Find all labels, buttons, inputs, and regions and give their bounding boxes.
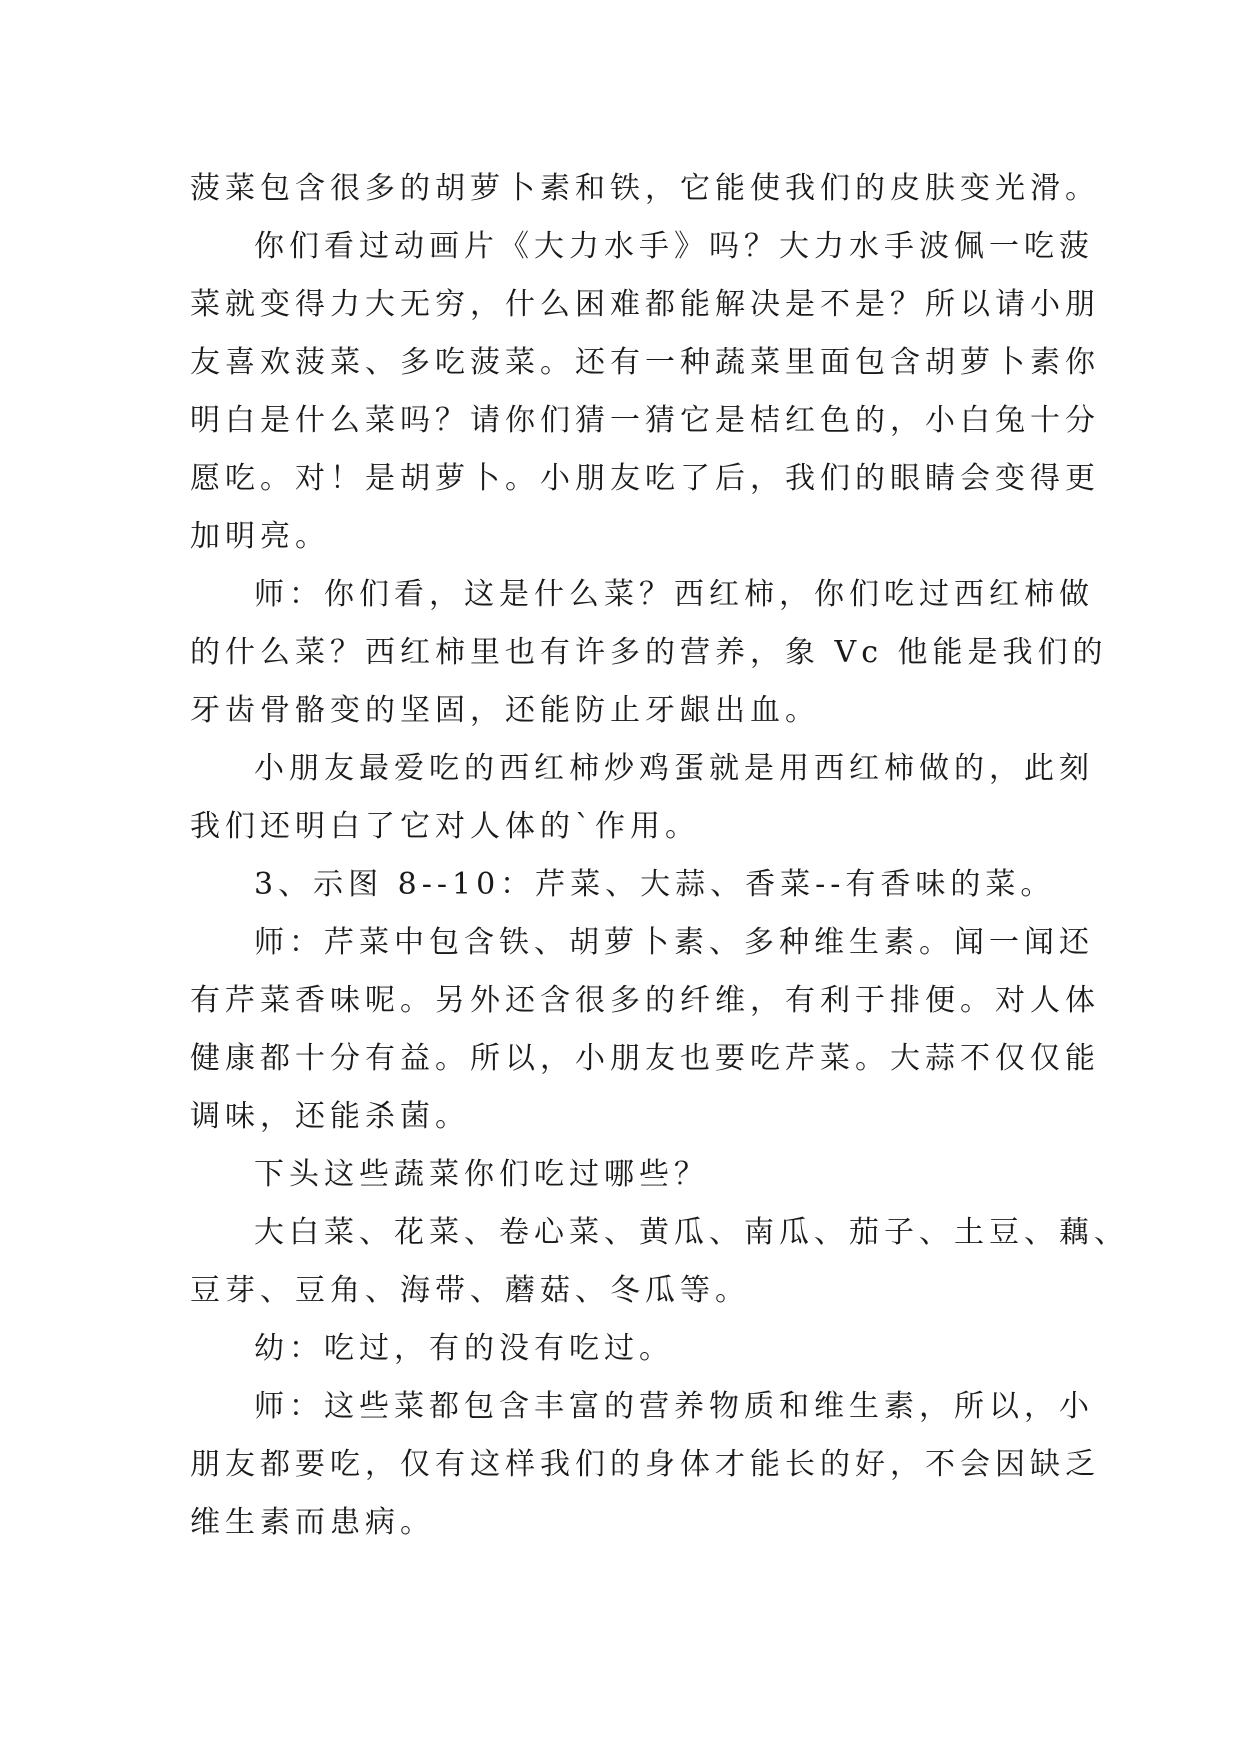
body-line: 师：这些菜都包含丰富的营养物质和维生素，所以，小 xyxy=(254,1389,1094,1424)
body-line: 你们看过动画片《大力水手》吗？大力水手波佩一吃菠 xyxy=(254,229,1094,264)
body-line: 师：芹菜中包含铁、胡萝卜素、多种维生素。闻一闻还 xyxy=(254,925,1094,960)
body-line: 健康都十分有益。所以，小朋友也要吃芹菜。大蒜不仅仅能 xyxy=(190,1041,1100,1076)
body-line: 的什么菜？西红柿里也有许多的营养，象 Vc 他能是我们的 xyxy=(190,635,1108,670)
body-line: 愿吃。对！是胡萝卜。小朋友吃了后，我们的眼睛会变得更 xyxy=(190,461,1100,496)
body-line: 调味，还能杀菌。 xyxy=(190,1099,470,1134)
body-line: 维生素而患病。 xyxy=(190,1505,435,1540)
body-line: 下头这些蔬菜你们吃过哪些？ xyxy=(254,1157,709,1192)
body-line: 我们还明白了它对人体的`作用。 xyxy=(190,809,700,844)
body-line: 有芹菜香味呢。另外还含很多的纤维，有利于排便。对人体 xyxy=(190,983,1100,1018)
body-line: 明白是什么菜吗？请你们猜一猜它是桔红色的，小白兔十分 xyxy=(190,403,1100,438)
body-line: 大白菜、花菜、卷心菜、黄瓜、南瓜、茄子、土豆、藕、 xyxy=(254,1215,1129,1250)
body-line: 3、示图 8--10：芹菜、大蒜、香菜--有香味的菜。 xyxy=(254,867,1056,902)
body-line: 豆芽、豆角、海带、蘑菇、冬瓜等。 xyxy=(190,1273,750,1308)
body-line: 菜就变得力大无穷，什么困难都能解决是不是？所以请小朋 xyxy=(190,287,1100,322)
body-line: 友喜欢菠菜、多吃菠菜。还有一种蔬菜里面包含胡萝卜素你 xyxy=(190,345,1100,380)
body-line: 菠菜包含很多的胡萝卜素和铁，它能使我们的皮肤变光滑。 xyxy=(190,171,1100,206)
document-body xyxy=(190,160,1129,1552)
body-line: 牙齿骨骼变的坚固，还能防止牙龈出血。 xyxy=(190,693,820,728)
body-line: 加明亮。 xyxy=(190,519,330,554)
body-line: 小朋友最爱吃的西红柿炒鸡蛋就是用西红柿做的，此刻 xyxy=(254,751,1094,786)
body-line: 朋友都要吃，仅有这样我们的身体才能长的好，不会因缺乏 xyxy=(190,1447,1100,1482)
body-line: 幼：吃过，有的没有吃过。 xyxy=(254,1331,674,1366)
body-line: 师：你们看，这是什么菜？西红柿，你们吃过西红柿做 xyxy=(254,577,1094,612)
